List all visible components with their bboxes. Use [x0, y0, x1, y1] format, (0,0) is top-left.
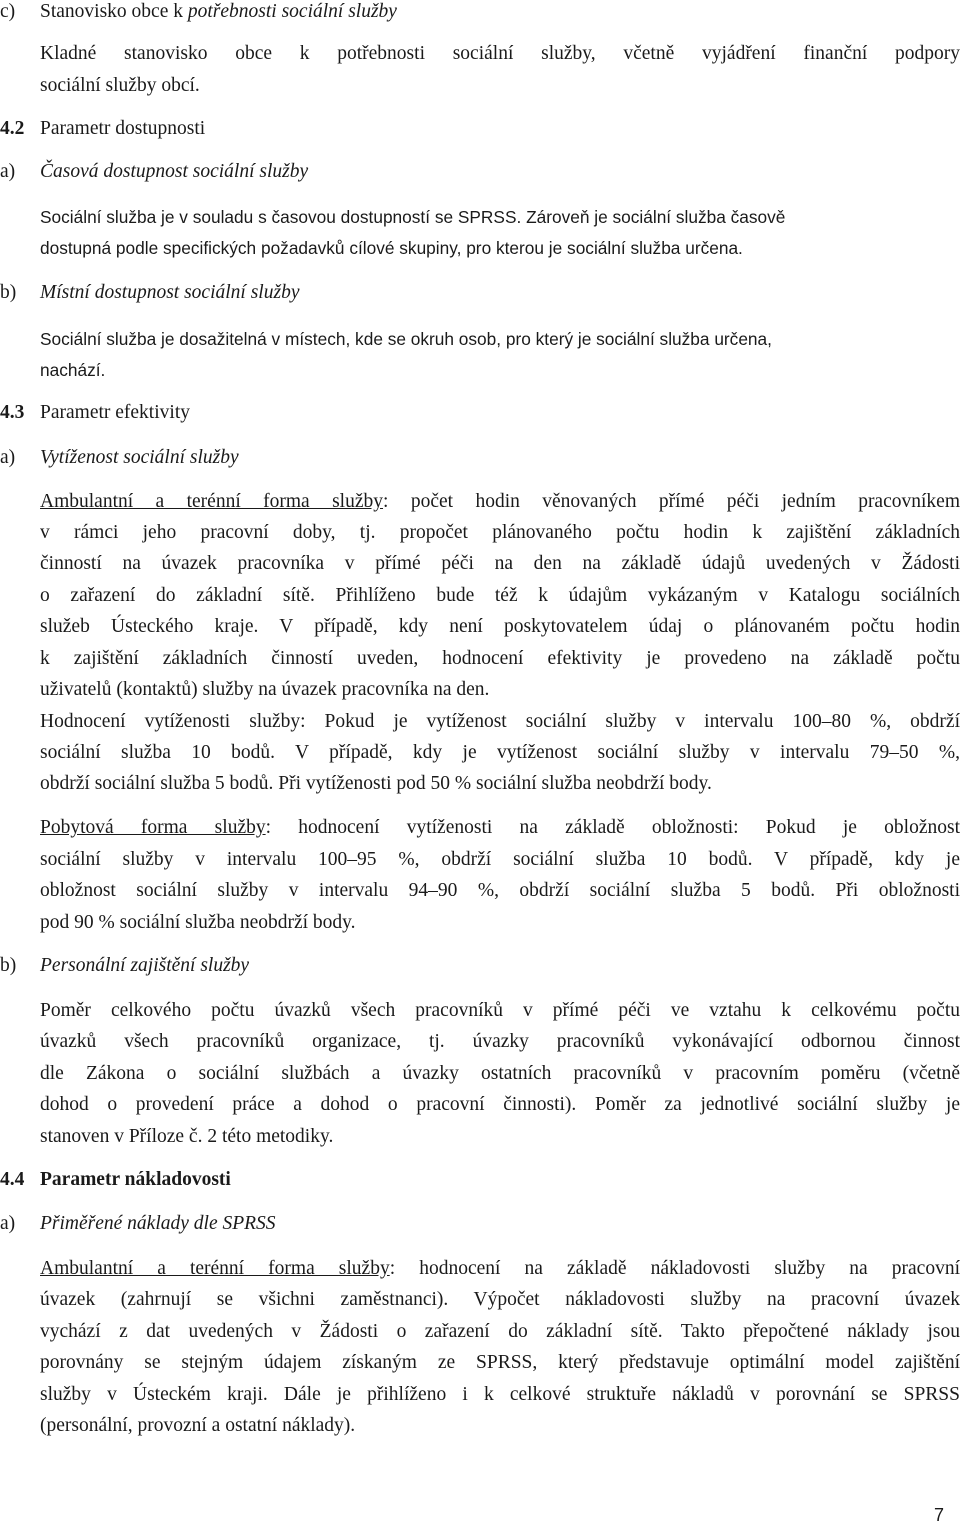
paragraph-line: služeb Ústeckého kraje. V případě, kdy není poskytovatelem údaj o plánovaném počtu hodin [40, 616, 960, 637]
form-label: Pobytová forma služby [40, 817, 266, 838]
paragraph-line: činností na úvazek pracovníka v přímé péči na den na základě údajů uvedených v Žádosti [40, 553, 960, 574]
paragraph-line: Sociální služba je v souladu s časovou dostupností se SPRSS. Zároveň je sociální služba časově [40, 207, 786, 227]
paragraph-line: obložnost sociální služby v intervalu 94–90 %, obdrží sociální služba 5 bodů. Při obložnosti [40, 880, 960, 901]
page-number: 7 [934, 1505, 945, 1525]
section-number: 4.2 [0, 118, 25, 139]
paragraph-line: pod 90 % sociální služba neobdrží body. [40, 912, 356, 933]
paragraph-line: k zajištění základních činností uveden, hodnocení efektivity je provedeno na základě počtu [40, 648, 960, 669]
paragraph-line: obdrží sociální služba 5 bodů. Při vytíženosti pod 50 % sociální služba neobdrží body. [40, 773, 712, 794]
paragraph-line: sociální služby obcí. [40, 75, 200, 96]
subsection-label: a) [0, 447, 16, 468]
paragraph-line: (personální, provozní a ostatní náklady). [40, 1415, 356, 1436]
subsection-title: Přiměřené náklady dle SPRSS [40, 1213, 276, 1234]
paragraph-text: : hodnocení na základě nákladovosti služby na pracovní [389, 1258, 960, 1279]
paragraph-line [0, 490, 960, 514]
paragraph-line: dohod o provedení práce a dohod o pracovní činnosti). Poměr za jednotlivé sociální služby je [40, 1094, 960, 1115]
paragraph-line: sociální služby v intervalu 100–95 %, obdrží sociální služba 10 bodů. V případě, kdy je [40, 849, 960, 870]
paragraph-line: Sociální služba je dosažitelná v místech, kde se okruh osob, pro který je sociální služba určena, [40, 329, 772, 349]
section-heading-4-2 [0, 117, 960, 141]
paragraph-line: Kladné stanovisko obce k potřebnosti sociální služby, včetně vyjádření finanční podpory [40, 43, 960, 64]
paragraph-line: o zařazení do základní sítě. Přihlíženo bude též k údajům vykázaným v Katalogu sociálních [40, 585, 960, 606]
paragraph-line: dostupná podle specifických požadavků cílové skupiny, pro kterou je sociální služba určena. [40, 238, 743, 258]
subsection-a-heading [0, 446, 960, 470]
paragraph-line: Poměr celkového počtu úvazků všech pracovníků v přímé péči ve vztahu k celkovému počtu [40, 1000, 960, 1021]
subsection-a-heading [0, 1212, 960, 1236]
form-label: Ambulantní a terénní forma služby [40, 1258, 390, 1279]
section-title-italic: potřebnosti sociální služby [187, 1, 397, 22]
subsection-label: b) [0, 955, 17, 976]
subsection-label: b) [0, 282, 17, 303]
section-title: Stanovisko obce k [40, 1, 188, 22]
subsection-label: a) [0, 1213, 16, 1234]
subsection-label: a) [0, 161, 16, 182]
paragraph-text: : počet hodin věnovaných přímé péči jedním pracovníkem [383, 491, 960, 512]
subsection-title: Časová dostupnost sociální služby [40, 161, 309, 182]
paragraph-text: : hodnocení vytíženosti na základě obložnosti: Pokud je obložnost [265, 817, 960, 838]
paragraph-line: vychází z dat uvedených v Žádosti o zařazení do základní sítě. Takto přepočtené náklady jsou [40, 1321, 960, 1342]
paragraph-line: úvazků všech pracovníků organizace, tj. úvazky pracovníků vykonávající odbornou činnost [40, 1031, 960, 1052]
section-title: Parametr dostupnosti [40, 118, 206, 139]
paragraph-line: stanoven v Příloze č. 2 této metodiky. [40, 1126, 334, 1147]
paragraph-line: Hodnocení vytíženosti služby: Pokud je vytíženost sociální služby v intervalu 100–80 %, obdrží [40, 711, 960, 732]
subsection-b-heading [0, 954, 960, 978]
section-c-heading [0, 0, 960, 24]
section-label: c) [0, 1, 16, 22]
paragraph-line: porovnány se stejným údajem získaným ze SPRSS, který představuje optimální model zajištění [40, 1352, 960, 1373]
section-heading-4-4 [0, 1168, 960, 1192]
paragraph-line: nachází. [40, 360, 106, 380]
section-number: 4.4 [0, 1169, 25, 1190]
subsection-b-heading [0, 281, 960, 305]
form-label: Ambulantní a terénní forma služby [40, 491, 384, 512]
paragraph-line [0, 1257, 960, 1281]
section-heading-4-3 [0, 401, 960, 425]
subsection-title: Vytíženost sociální služby [40, 447, 239, 468]
subsection-a-heading [0, 160, 960, 184]
section-title: Parametr efektivity [40, 402, 190, 423]
section-title: Parametr nákladovosti [40, 1169, 231, 1190]
paragraph-line: uživatelů (kontaktů) služby na úvazek pracovníka na den. [40, 679, 490, 700]
subsection-title: Místní dostupnost sociální služby [40, 282, 300, 303]
section-number: 4.3 [0, 402, 25, 423]
paragraph-line: úvazek (zahrnují se všichni zaměstnanci). Výpočet nákladovosti služby na pracovní úvazek [40, 1289, 960, 1310]
subsection-title: Personální zajištění služby [40, 955, 250, 976]
paragraph-line: sociální služba 10 bodů. V případě, kdy je vytíženost sociální služby v intervalu 79–50 %, [40, 742, 960, 763]
paragraph-line: v rámci jeho pracovní doby, tj. propočet plánovaného počtu hodin k zajištění základních [40, 522, 960, 543]
paragraph-line [0, 816, 960, 840]
paragraph-line: služby v Ústeckém kraji. Dále je přihlíženo i k celkové struktuře nákladů v porovnání se SPRSS [40, 1384, 960, 1405]
paragraph-line: dle Zákona o sociální službách a úvazky ostatních pracovníků v pracovním poměru (včetně [40, 1063, 960, 1084]
